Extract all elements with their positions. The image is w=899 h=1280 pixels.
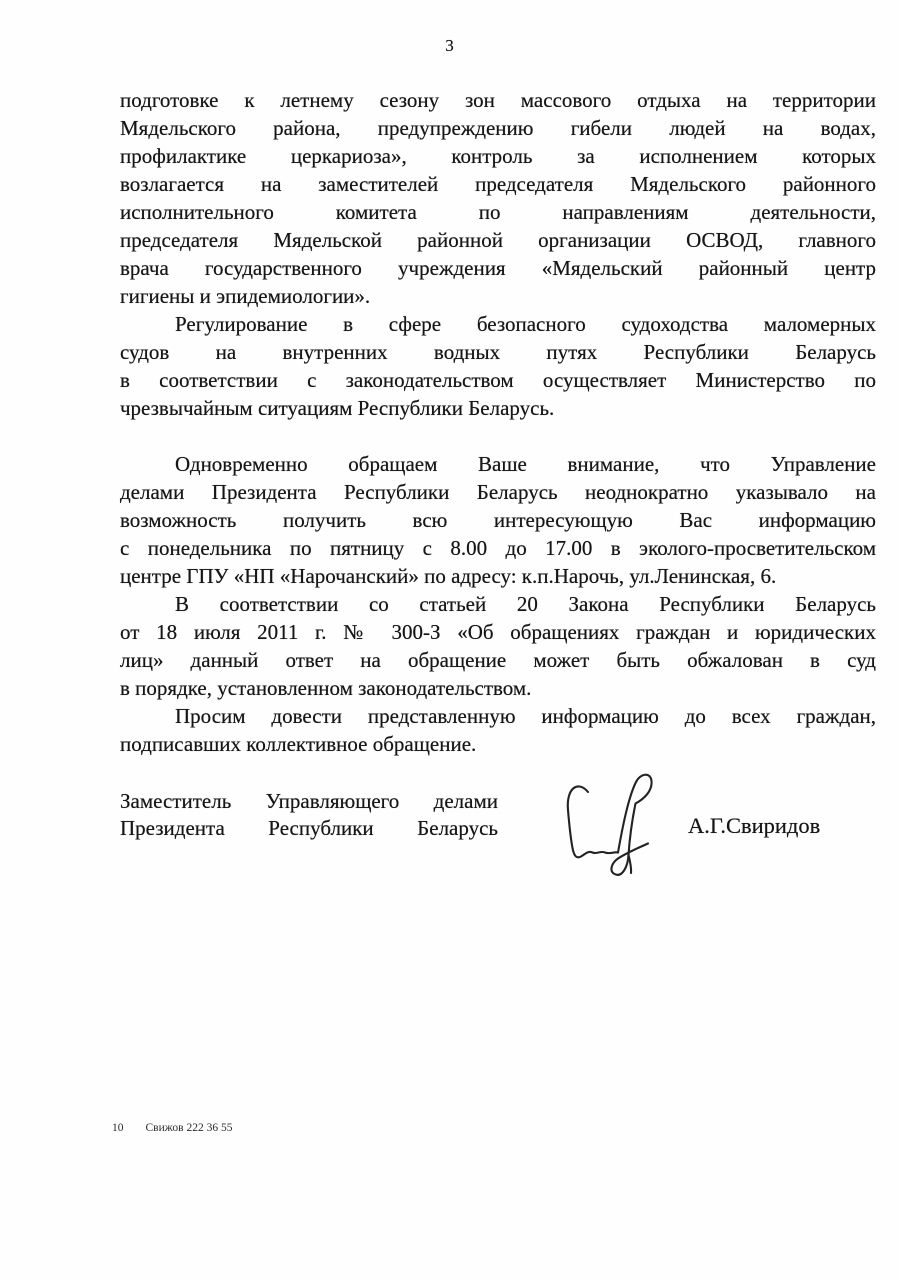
body-line: судов на внутренних водных путях Республики Беларусь: [120, 340, 876, 364]
body-line: Мядельского района, предупреждению гибели людей на водах,: [120, 116, 876, 140]
executor-contact: Свижов 222 36 55: [145, 1122, 233, 1134]
body-line: председателя Мядельской районной организации ОСВОД, главного: [120, 228, 876, 252]
body-line: В соответствии со статьей 20 Закона Республики Беларусь: [175, 592, 876, 616]
paragraph-regulation: [120, 310, 876, 422]
signature-block: [120, 774, 876, 904]
paragraph-appeal-law: [120, 590, 876, 702]
body-line: Регулирование в сфере безопасного судоходства маломерных: [175, 312, 876, 336]
body-line: от 18 июля 2011 г. № 300-З «Об обращениях граждан и юридических: [120, 620, 876, 644]
letter-body: [120, 86, 876, 904]
body-line: Просим довести представленную информацию до всех граждан,: [175, 704, 876, 728]
body-line: в соответствии с законодательством осуществляет Министерство по: [120, 368, 876, 392]
body-line: подписавших коллективное обращение.: [120, 732, 477, 756]
body-line: исполнительного комитета по направлениям деятельности,: [120, 200, 876, 224]
page-number: 3: [445, 36, 454, 55]
paragraph-duties: [120, 86, 876, 310]
executor-note: [112, 1122, 232, 1134]
paragraph-information-centre: [120, 450, 876, 590]
body-line: гигиены и эпидемиологии».: [120, 284, 371, 308]
spacer: [120, 422, 876, 450]
body-line: подготовке к летнему сезону зон массового отдыха на территории: [120, 88, 876, 112]
handwritten-signature-icon: [558, 768, 684, 895]
executor-mark: 10: [112, 1122, 124, 1134]
body-line: чрезвычайным ситуациям Республики Беларусь.: [120, 396, 555, 420]
body-line: делами Президента Республики Беларусь неоднократно указывало на: [120, 480, 876, 504]
signer-position-line: Заместитель Управляющего делами: [120, 789, 498, 813]
body-line: в порядке, установленном законодательством.: [120, 676, 532, 700]
body-line: возможность получить всю интересующую Вас информацию: [120, 508, 876, 532]
signer-name: А.Г.Свиридов: [688, 813, 821, 838]
body-line: с понедельника по пятницу с 8.00 до 17.00 в эколого-просветительском: [120, 536, 876, 560]
body-line: центре ГПУ «НП «Нарочанский» по адресу: к.п.Нарочь, ул.Ленинская, 6.: [120, 564, 777, 588]
paragraph-request: [120, 702, 876, 758]
body-line: Одновременно обращаем Ваше внимание, что Управление: [175, 452, 876, 476]
signer-position: [120, 788, 498, 842]
signer-position-line: Президента Республики Беларусь: [120, 816, 498, 840]
body-line: возлагается на заместителей председателя Мядельского районного: [120, 172, 876, 196]
body-line: лиц» данный ответ на обращение может быть обжалован в суд: [120, 648, 876, 672]
body-line: врача государственного учреждения «Мядельский районный центр: [120, 256, 876, 280]
body-line: профилактике церкариоза», контроль за исполнением которых: [120, 144, 876, 168]
